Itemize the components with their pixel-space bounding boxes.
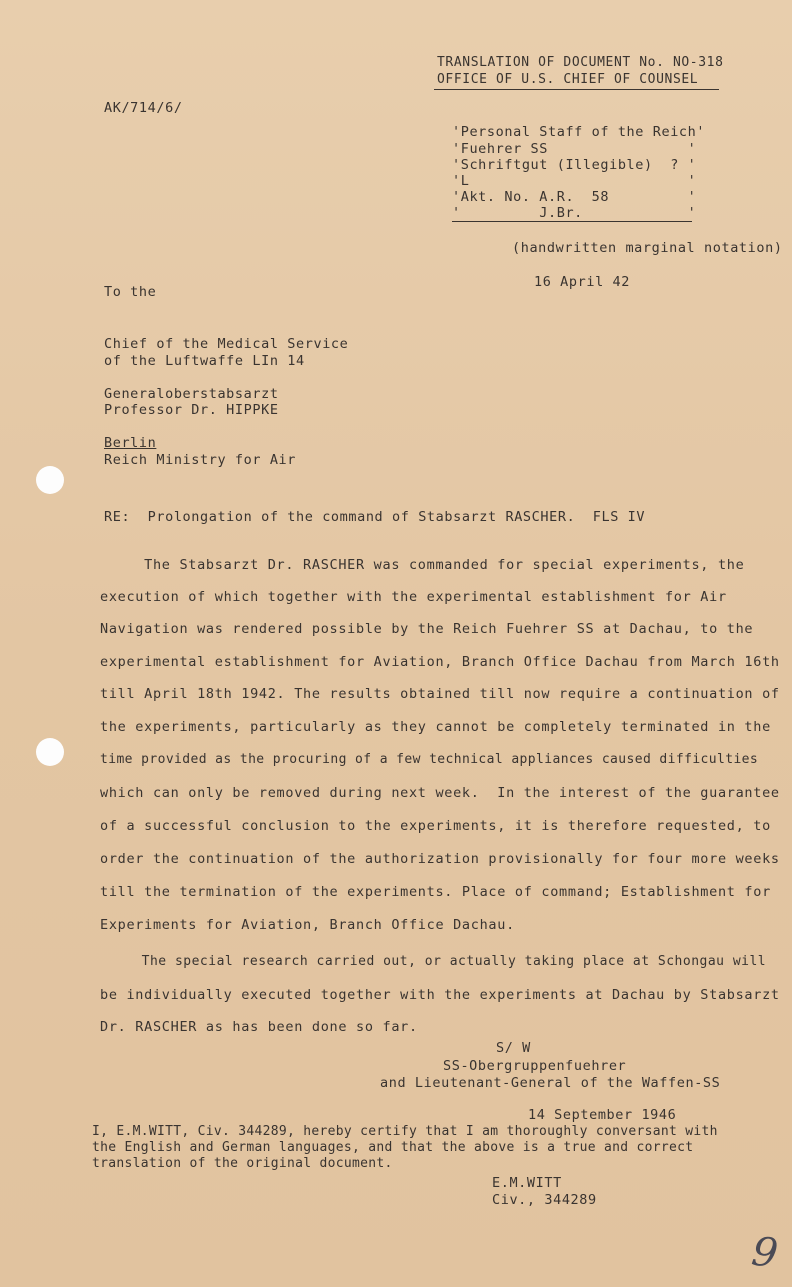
letter-date: 16 April 42	[534, 274, 631, 290]
address-line-2: of the Luftwaffe LIn 14	[104, 353, 305, 369]
stamp-line-1: 'Personal Staff of the Reich'	[452, 124, 706, 140]
body-line: order the continuation of the authorization provisionally for four more weeks	[100, 851, 780, 867]
address-line-4: Professor Dr. HIPPKE	[104, 402, 279, 418]
subject-line: RE: Prolongation of the command of Stabsarzt RASCHER. FLS IV	[104, 509, 646, 525]
signature-mark: S/ W	[496, 1040, 531, 1056]
stamp-line-4: 'L '	[452, 173, 697, 189]
body-line: Navigation was rendered possible by the Reich Fuehrer SS at Dachau, to the	[100, 621, 754, 637]
reference-number: AK/714/6/	[104, 100, 183, 116]
salutation: To the	[104, 284, 157, 300]
translation-header-line1: TRANSLATION OF DOCUMENT No. NO-318	[437, 55, 724, 70]
certification-line-2: the English and German languages, and that the above is a true and correct	[92, 1140, 694, 1155]
header-underline	[434, 89, 719, 90]
page-number: 9	[748, 1228, 781, 1278]
certification-line-3: translation of the original document.	[92, 1156, 393, 1171]
punch-hole-top	[36, 466, 64, 494]
certifier-name: E.M.WITT	[492, 1175, 562, 1191]
body-line: which can only be removed during next week. In the interest of the guarantee	[100, 785, 780, 801]
body-line: Dr. RASCHER as has been done so far.	[100, 1019, 418, 1035]
body-line: till April 18th 1942. The results obtained till now require a continuation of	[100, 686, 780, 702]
body-line: Experiments for Aviation, Branch Office Dachau.	[100, 917, 515, 933]
body-line: till the termination of the experiments. Place of command; Establishment for	[100, 884, 771, 900]
stamp-line-2: 'Fuehrer SS '	[452, 141, 697, 157]
stamp-line-6: ' J.Br. '	[452, 205, 697, 221]
stamp-line-3: 'Schriftgut (Illegible) ? '	[452, 157, 697, 173]
punch-hole-bottom	[36, 738, 64, 766]
address-line-5: Berlin	[104, 435, 157, 451]
signature-rank-2: and Lieutenant-General of the Waffen-SS	[380, 1075, 721, 1091]
body-line: experimental establishment for Aviation, Branch Office Dachau from March 16th	[100, 654, 780, 670]
body-line: time provided as the procuring of a few technical appliances caused difficulties	[100, 752, 759, 767]
address-line-3: Generaloberstabsarzt	[104, 386, 279, 402]
body-line: be individually executed together with the experiments at Dachau by Stabsarzt	[100, 987, 780, 1003]
stamp-note: (handwritten marginal notation)	[512, 240, 783, 256]
certification-date: 14 September 1946	[528, 1107, 677, 1123]
certifier-civ: Civ., 344289	[492, 1192, 597, 1208]
stamp-line-5: 'Akt. No. A.R. 58 '	[452, 189, 697, 205]
body-line: execution of which together with the experimental establishment for Air	[100, 589, 727, 605]
address-line-1: Chief of the Medical Service	[104, 336, 349, 352]
body-line: of a successful conclusion to the experiments, it is therefore requested, to	[100, 818, 771, 834]
stamp-box-bottom	[452, 221, 692, 222]
address-line-6: Reich Ministry for Air	[104, 452, 297, 468]
signature-rank-1: SS-Obergruppenfuehrer	[443, 1058, 627, 1074]
certification-line-1: I, E.M.WITT, Civ. 344289, hereby certify that I am thoroughly conversant with	[92, 1124, 718, 1139]
translation-header-line2: OFFICE OF U.S. CHIEF OF COUNSEL	[437, 72, 699, 87]
body-line: the experiments, particularly as they cannot be completely terminated in the	[100, 719, 771, 735]
body-line: The Stabsarzt Dr. RASCHER was commanded for special experiments, the	[100, 557, 745, 573]
body-line: The special research carried out, or actually taking place at Schongau will	[100, 954, 767, 969]
